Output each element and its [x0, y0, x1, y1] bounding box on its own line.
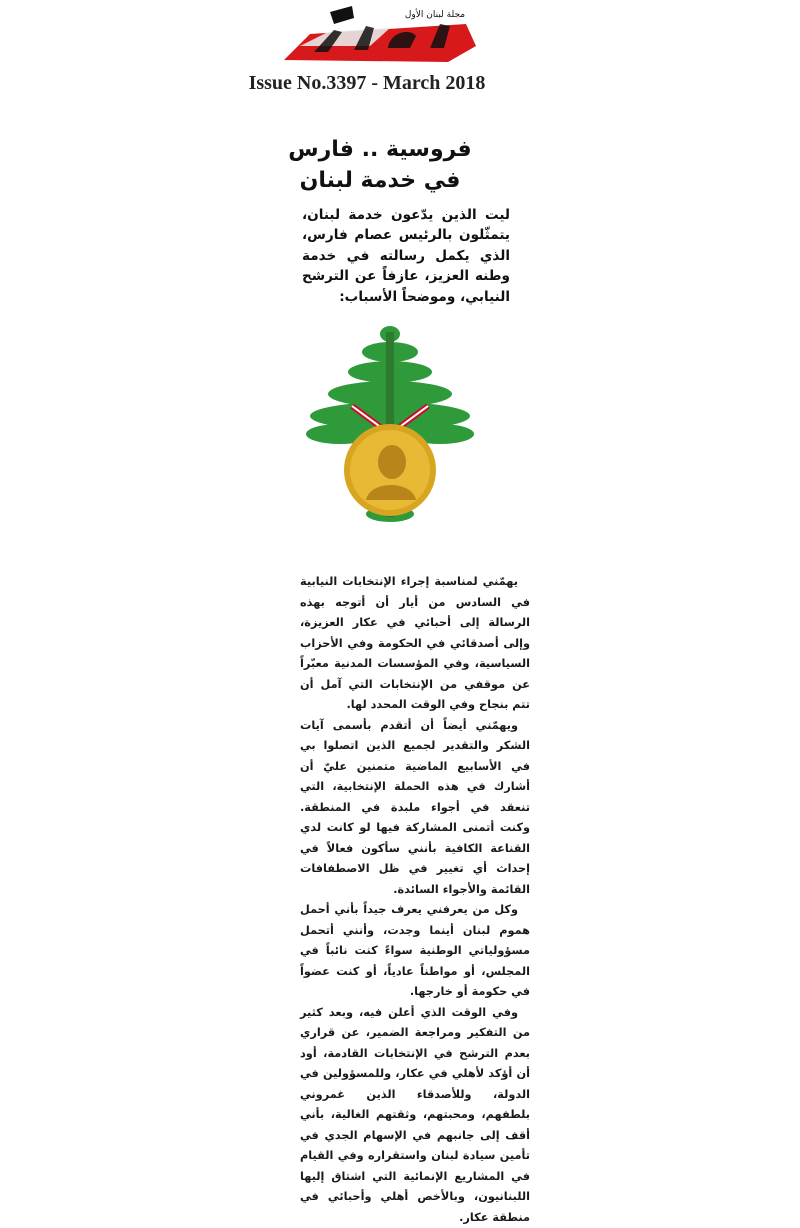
- cedar-medal-emblem: [300, 322, 480, 527]
- article-paragraph: يهمّني لمناسبة إجراء الإنتخابات النيابية في السادس من أيار أن أتوجه بهذه الرسالة إلى أحبائي في عكار العزيزة، وإلى أصدقائي في الحكومة وفي الأحزاب السياسية، وفي المؤسسات المدنية معبّراً عن موقفي من الإنتخابات التي آمل أن تتم بنجاح وفي الوقت المحدد لها.: [300, 572, 530, 716]
- logo-icon: [270, 2, 485, 68]
- article-paragraph: وفي الوقت الذي أعلن فيه، وبعد كثير من التفكير ومراجعة الضمير، عن قراري بعدم الترشح في الإنتخابات القادمة، أود أن أؤكد لأهلي في عكار، وللمسؤولين في الدولة، وللأصدقاء الذين غمروني بلطفهم، ومحبتهم، وثقتهم الغالية، بأني أقف إلى جانبهم في الإسهام الجدي في تأمين سيادة لبنان واستقراره وفي القيام في المشاريع الإنمائية التي اشتاق إليها اللبنانيون، وبالأخص أهلي وأحبائي في منطقة عكار.: [300, 1003, 530, 1228]
- masthead-logo: [270, 2, 485, 68]
- article-title-line2: في خدمة لبنان: [280, 168, 480, 193]
- article-paragraph: ويهمّني أيضاً أن أتقدم بأسمى آيات الشكر والتقدير لجميع الذين اتصلوا بي في الأسابيع الماضية متمنين عليّ أن أشارك في هذه الحملة الإنتخابية، التي تنعقد في أجواء ملبدة في المنطقة. وكنت أتمنى المشاركة فيها لو كانت لدي القناعة الكافية بأنني سأكون فعالاً في إحداث أي تغيير في ظل الاصطفافات القائمة والأجواء السائدة.: [300, 716, 530, 901]
- masthead-tagline: مجلة لبنان الأول: [405, 8, 465, 20]
- cedar-medal-icon: [300, 322, 480, 527]
- article-paragraph: وكل من يعرفني يعرف جيداً بأني أحمل هموم لبنان أينما وجدت، وأنني أتحمل مسؤولياتي الوطنية سواءً كنت نائباً في المجلس، أو مواطناً عادياً، أو كنت عضواً في حكومة أو خارجها.: [300, 900, 530, 1003]
- issue-line: Issue No.3397 - March 2018: [232, 72, 502, 95]
- article-body: [300, 572, 530, 1228]
- article-title-line1: فروسية .. فارس: [280, 137, 480, 162]
- article-intro: ليت الذين يدّعون خدمة لبنان، يتمثّلون بالرئيس عصام فارس، الذي يكمل رسالته في خدمة وطنه العزيز، عازفاً عن الترشح النيابي، وموضحاً الأسباب:: [302, 205, 510, 307]
